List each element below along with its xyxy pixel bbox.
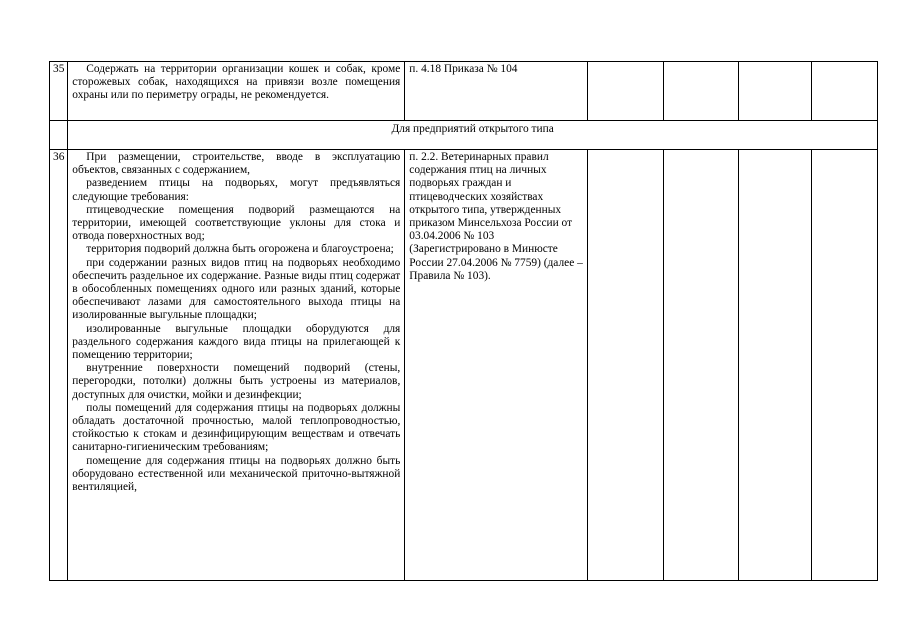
requirement-paragraph: полы помещений для содержания птицы на подворьях должны обладать достаточной прочностью, малой теплопроводностью, стойкостью к стокам и дезинфицирующим веществам и отвечать санитарно-гигиеническим требованиям; xyxy=(72,401,401,454)
reference-cell xyxy=(405,150,588,581)
requirement-paragraph: изолированные выгульные площадки оборудуются для раздельного содержания каждого вида птицы на прилегающей к помещению территории; xyxy=(72,322,401,362)
requirement-paragraph: разведением птицы на подворьях, могут предъявляться следующие требования: xyxy=(72,177,401,203)
section-heading: Для предприятий открытого типа xyxy=(68,121,878,150)
empty-cell xyxy=(663,150,738,581)
empty-cell xyxy=(739,62,812,121)
requirement-paragraph: при содержании разных видов птиц на подворьях необходимо обеспечить раздельное их содержание. Разные виды птиц содержат в обособленных помещениях одного или разных зданий, которые обеспечивают лазами для самостоятельного выхода птицы на изолированные выгульные площадки; xyxy=(72,256,401,322)
requirement-paragraph: птицеводческие помещения подворий размещаются на территории, имеющей соответствующие уклоны для стока и отвода поверхностных вод; xyxy=(72,203,401,243)
requirements-table xyxy=(49,61,878,581)
requirement-paragraph: Содержать на территории организации кошек и собак, кроме сторожевых собак, находящихся на привязи возле помещения охраны или по периметру ограды, не рекомендуется. xyxy=(72,63,401,102)
empty-cell xyxy=(50,121,68,150)
empty-cell xyxy=(663,62,738,121)
empty-cell xyxy=(812,150,878,581)
reference-text: п. 2.2. Ветеринарных правил содержания птиц на личных подворьях граждан и птицеводческих хозяйствах открытого типа, утвержденных приказом Минсельхоза России от 03.04.2006 № 103 (Зарегистрировано в Минюсте России 27.04.2006 № 7759) (далее – Правила № 103). xyxy=(409,151,583,282)
empty-cell xyxy=(812,62,878,121)
requirement-cell xyxy=(68,150,405,581)
empty-cell xyxy=(588,62,663,121)
row-number-cell xyxy=(50,62,68,121)
reference-text: п. 4.18 Приказа № 104 xyxy=(409,63,518,75)
table-row xyxy=(50,150,878,581)
section-heading-row xyxy=(50,121,878,150)
row-number-cell xyxy=(50,150,68,581)
empty-cell xyxy=(588,150,663,581)
reference-cell xyxy=(405,62,588,121)
row-number: 36 xyxy=(53,151,65,163)
table-row xyxy=(50,62,878,121)
requirement-paragraph: При размещении, строительстве, вводе в эксплуатацию объектов, связанных с содержанием, xyxy=(72,151,401,177)
requirement-paragraph: внутренние поверхности помещений подворий (стены, перегородки, потолки) должны быть устроены из материалов, доступных для очистки, мойки и дезинфекции; xyxy=(72,362,401,401)
requirement-cell xyxy=(68,62,405,121)
requirement-paragraph: территория подворий должна быть огорожена и благоустроена; xyxy=(86,243,394,256)
row-number: 35 xyxy=(53,63,65,75)
empty-cell xyxy=(739,150,812,581)
requirement-paragraph: помещение для содержания птицы на подворьях должно быть оборудовано естественной или механической приточно-вытяжной вентиляцией, xyxy=(72,454,401,494)
